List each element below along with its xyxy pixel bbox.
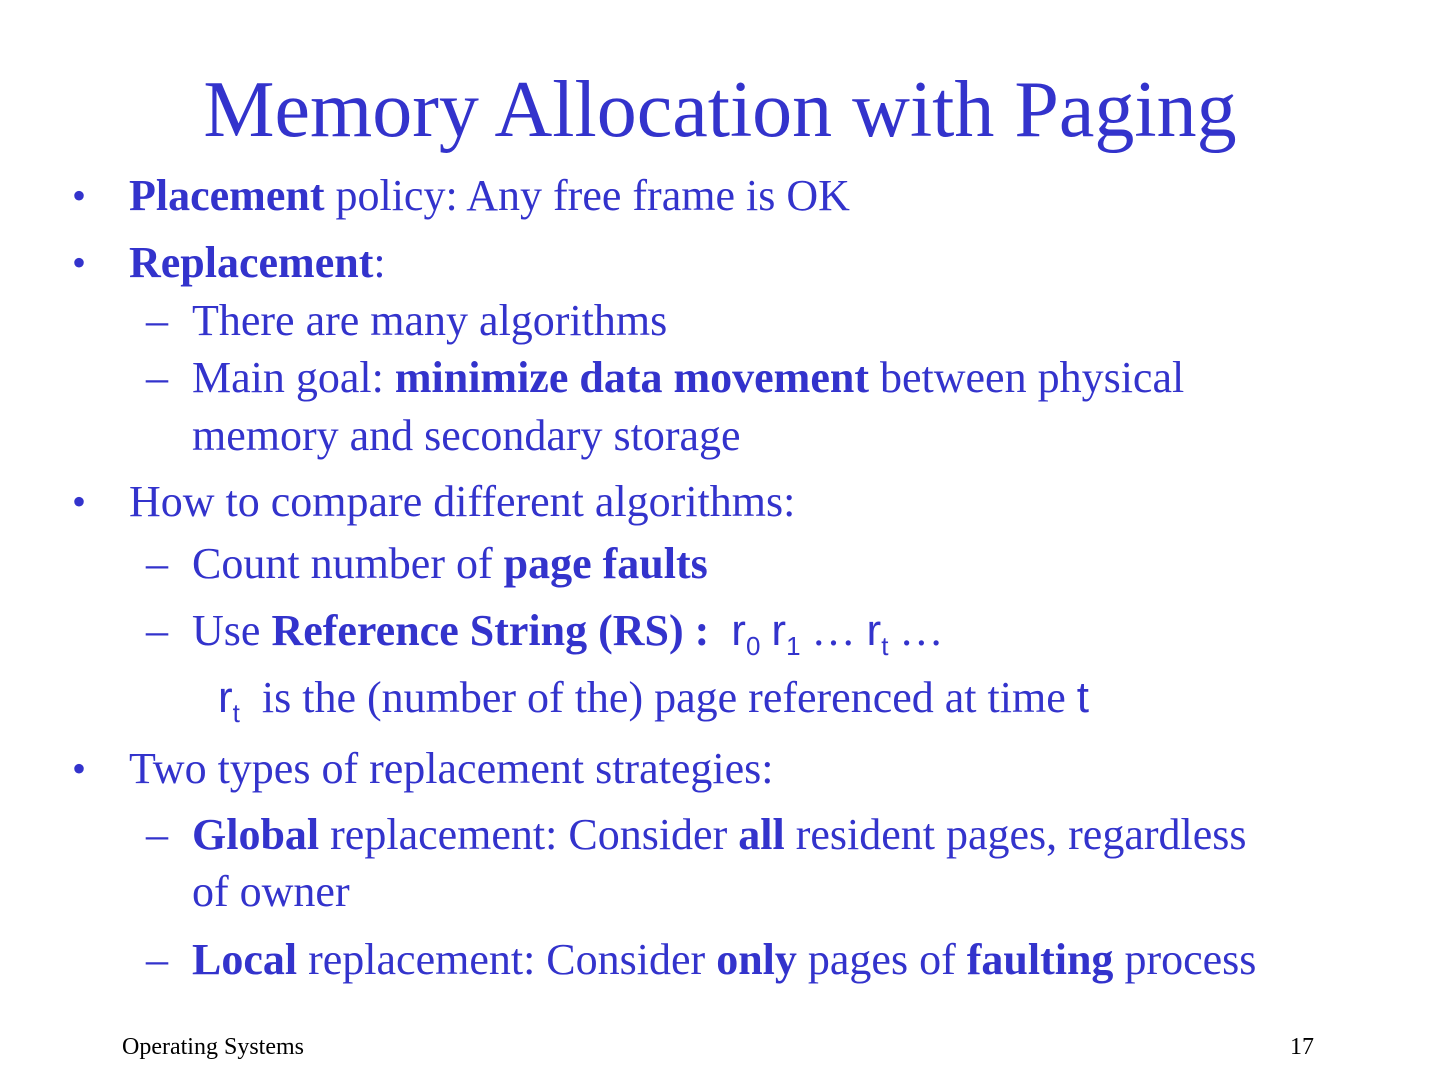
text-segment: Use xyxy=(192,606,272,655)
rs-rt: $r_t$ xyxy=(866,606,889,661)
dash-marker: – xyxy=(146,606,168,655)
text-segment: process xyxy=(1113,935,1257,984)
rt-symbol: $r_t$ xyxy=(218,673,240,728)
dash-marker: – xyxy=(146,935,168,984)
bullet-replacement xyxy=(129,237,386,289)
subbullet-global-replacement-line2: of owner xyxy=(192,867,350,916)
text-segment: is the (number of the) page referenced at time xyxy=(239,673,1077,722)
subbullet-main-goal-line2: memory and secondary storage xyxy=(192,411,741,460)
bullet-marker: • xyxy=(72,746,87,791)
bold-term: minimize data movement xyxy=(394,353,869,402)
dash-marker: – xyxy=(146,353,168,402)
text-segment: between physical xyxy=(868,353,1185,402)
footer-page-number: 17 xyxy=(1290,1034,1314,1060)
rs-dots: … xyxy=(800,606,867,655)
text-segment: replacement: Consider xyxy=(297,935,717,984)
bullet-marker: • xyxy=(72,173,87,218)
bold-term: Replacement xyxy=(129,238,374,287)
text-segment: Main goal: xyxy=(192,353,395,402)
bullet-compare-algorithms: How to compare different algorithms: xyxy=(129,477,796,526)
bold-term: only xyxy=(716,935,797,984)
rs-definition-note xyxy=(218,672,1089,739)
dash-marker: – xyxy=(146,296,168,345)
bullet-replacement-strategies: Two types of replacement strategies: xyxy=(129,744,774,793)
bullet-text: : xyxy=(373,238,386,287)
bold-term: faulting xyxy=(966,935,1114,984)
rs-r0: $r_0$ xyxy=(731,606,761,661)
dash-marker: – xyxy=(146,539,168,588)
bold-term: Placement xyxy=(129,171,325,220)
text-segment: replacement: Consider xyxy=(319,810,739,859)
bullet-marker: • xyxy=(72,479,87,524)
bold-term: Global xyxy=(192,810,320,859)
subbullet-local-replacement xyxy=(192,934,1256,986)
t-symbol: t xyxy=(1076,673,1089,722)
rs-ellipsis: … xyxy=(888,606,944,655)
bold-term: page faults xyxy=(503,539,708,588)
dash-marker: – xyxy=(146,810,168,859)
text-segment: pages of xyxy=(796,935,967,984)
bold-term: Local xyxy=(192,935,298,984)
subbullet-global-replacement xyxy=(192,809,1247,861)
bullet-placement-policy xyxy=(129,170,850,222)
bullet-marker: • xyxy=(72,240,87,285)
bold-term: Reference String (RS) : xyxy=(271,606,710,655)
rs-r1: $r_1$ xyxy=(771,606,801,661)
subbullet-main-goal xyxy=(192,352,1184,404)
subbullet-reference-string xyxy=(192,605,943,672)
slide-title: Memory Allocation with Paging xyxy=(203,66,1237,154)
footer-course-name: Operating Systems xyxy=(122,1034,304,1060)
bold-term: all xyxy=(738,810,785,859)
bullet-text: policy: Any free frame is OK xyxy=(324,171,850,220)
text-segment: Count number of xyxy=(192,539,504,588)
text-segment: resident pages, regardless xyxy=(784,810,1247,859)
subbullet-count-faults xyxy=(192,538,708,590)
subbullet-many-algorithms: There are many algorithms xyxy=(192,296,668,345)
